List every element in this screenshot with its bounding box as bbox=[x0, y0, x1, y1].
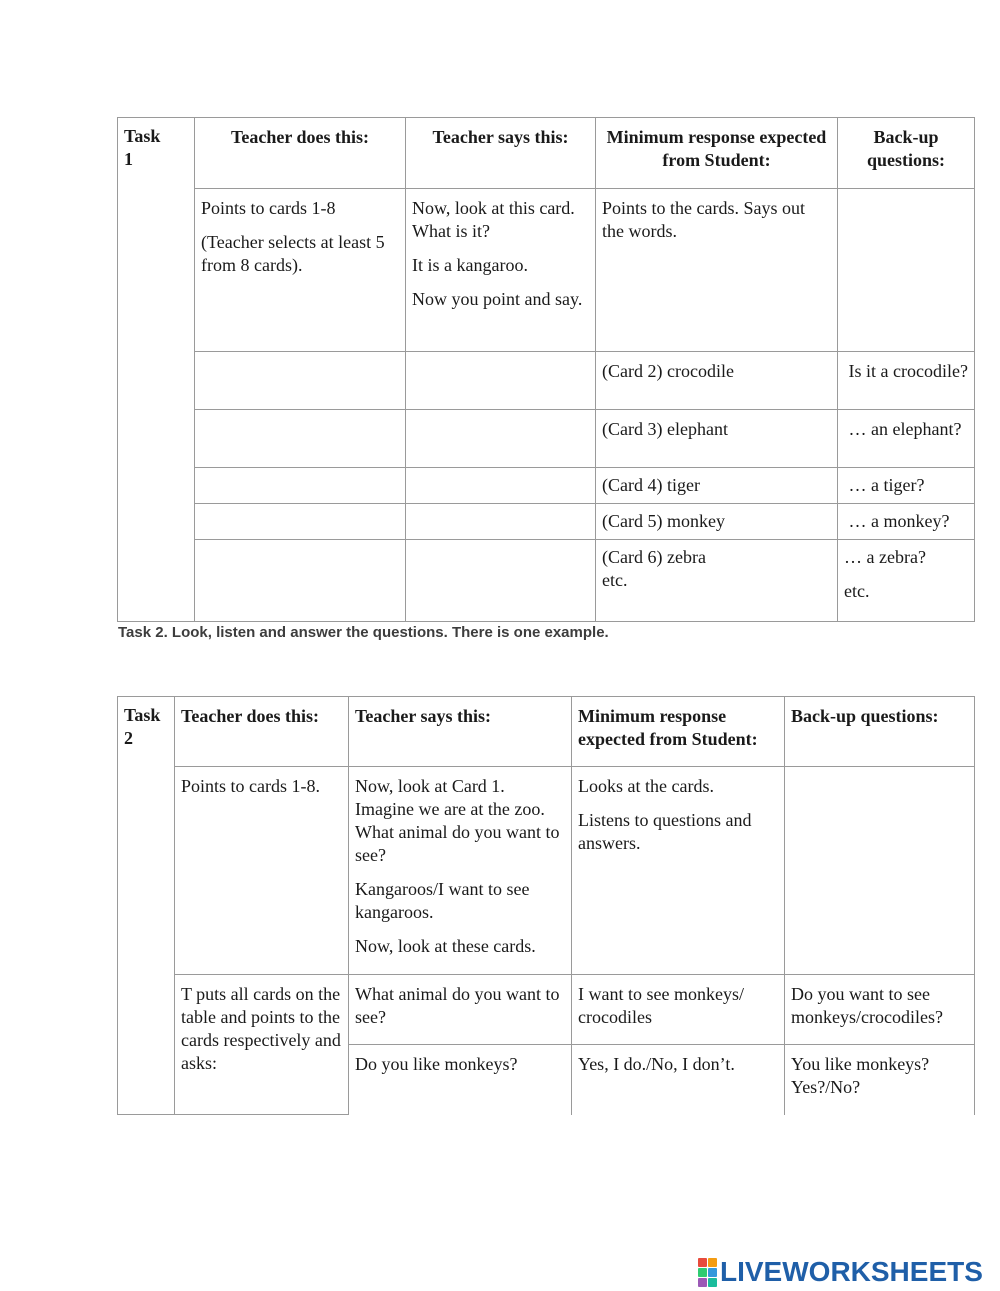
header-teacher-says: Teacher says this: bbox=[406, 118, 596, 189]
empty-cell bbox=[406, 410, 596, 468]
intro-teacher-says bbox=[349, 767, 572, 975]
table-row-backup: Do you want to see monkeys/crocodiles? bbox=[785, 975, 975, 1045]
header-teacher-does: Teacher does this: bbox=[195, 118, 406, 189]
intro-backup bbox=[785, 767, 975, 975]
empty-cell bbox=[406, 540, 596, 622]
intro-teacher-does: Points to cards 1-8. bbox=[175, 767, 349, 975]
table-row-backup: … a monkey? bbox=[838, 504, 975, 540]
table-row-response: I want to see monkeys/ crocodiles bbox=[572, 975, 785, 1045]
logo-text: LIVEWORKSHEETS bbox=[720, 1256, 983, 1287]
table-row-backup bbox=[838, 540, 975, 622]
empty-cell bbox=[195, 410, 406, 468]
intro-response-line: Listens to questions and answers. bbox=[578, 810, 752, 853]
table-row-backup: Is it a crocodile? bbox=[838, 352, 975, 410]
task2-caption: Task 2. Look, listen and answer the questions. There is one example. bbox=[118, 624, 609, 641]
table-row-says: Do you like monkeys? bbox=[349, 1045, 572, 1115]
intro-says-line: Now you point and say. bbox=[412, 289, 583, 309]
logo-blocks-icon bbox=[698, 1258, 717, 1287]
backup-line: etc. bbox=[844, 581, 870, 601]
intro-does-note: (Teacher selects at least 5 from 8 cards). bbox=[201, 232, 385, 275]
intro-says-line: It is a kangaroo. bbox=[412, 255, 528, 275]
backup-line: … a zebra? bbox=[844, 547, 926, 567]
header-min-response: Minimum response expected from Student: bbox=[572, 697, 785, 767]
table-row-backup: … a tiger? bbox=[838, 468, 975, 504]
empty-cell bbox=[406, 352, 596, 410]
table-row-response: (Card 6) zebra etc. bbox=[596, 540, 838, 622]
table-row-response: (Card 4) tiger bbox=[596, 468, 838, 504]
logo-block bbox=[698, 1258, 707, 1267]
logo-block bbox=[698, 1278, 707, 1287]
empty-cell bbox=[406, 504, 596, 540]
table-row-says: What animal do you want to see? bbox=[349, 975, 572, 1045]
task2-label: Task 2 bbox=[118, 697, 175, 1115]
empty-cell bbox=[195, 468, 406, 504]
intro-response bbox=[572, 767, 785, 975]
task2-table bbox=[117, 696, 975, 1115]
intro-says-line: Now, look at Card 1. Imagine we are at the zoo. What animal do you want to see? bbox=[355, 776, 560, 865]
empty-cell bbox=[195, 352, 406, 410]
header-backup-questions: Back-up questions: bbox=[838, 118, 975, 189]
table-row-response: (Card 5) monkey bbox=[596, 504, 838, 540]
logo-block bbox=[708, 1278, 717, 1287]
table-row-response: (Card 3) elephant bbox=[596, 410, 838, 468]
intro-response: Points to the cards. Says out the words. bbox=[596, 189, 838, 352]
logo-block bbox=[708, 1268, 717, 1277]
task1-table bbox=[117, 117, 975, 622]
table-row-backup: You like monkeys? Yes?/No? bbox=[785, 1045, 975, 1115]
empty-cell bbox=[406, 468, 596, 504]
table-row-response: Yes, I do./No, I don’t. bbox=[572, 1045, 785, 1115]
logo-block bbox=[708, 1258, 717, 1267]
teacher-does-cards: T puts all cards on the table and points to the cards respectively and asks: bbox=[175, 975, 349, 1115]
logo-block bbox=[698, 1268, 707, 1277]
header-teacher-does: Teacher does this: bbox=[175, 697, 349, 767]
intro-says-line: Kangaroos/I want to see kangaroos. bbox=[355, 879, 530, 922]
task1-label: Task 1 bbox=[118, 118, 195, 622]
header-min-response: Minimum response expected from Student: bbox=[596, 118, 838, 189]
table-row-response: (Card 2) crocodile bbox=[596, 352, 838, 410]
header-backup-questions: Back-up questions: bbox=[785, 697, 975, 767]
intro-teacher-does bbox=[195, 189, 406, 352]
empty-cell bbox=[195, 504, 406, 540]
intro-says-line: Now, look at this card. What is it? bbox=[412, 198, 575, 241]
empty-cell bbox=[195, 540, 406, 622]
intro-response-line: Looks at the cards. bbox=[578, 776, 714, 796]
table-row-backup: … an elephant? bbox=[838, 410, 975, 468]
liveworksheets-logo bbox=[698, 1257, 983, 1287]
intro-does-line: Points to cards 1-8 bbox=[201, 198, 336, 218]
intro-teacher-says bbox=[406, 189, 596, 352]
header-teacher-says: Teacher says this: bbox=[349, 697, 572, 767]
intro-says-line: Now, look at these cards. bbox=[355, 936, 536, 956]
intro-backup bbox=[838, 189, 975, 352]
